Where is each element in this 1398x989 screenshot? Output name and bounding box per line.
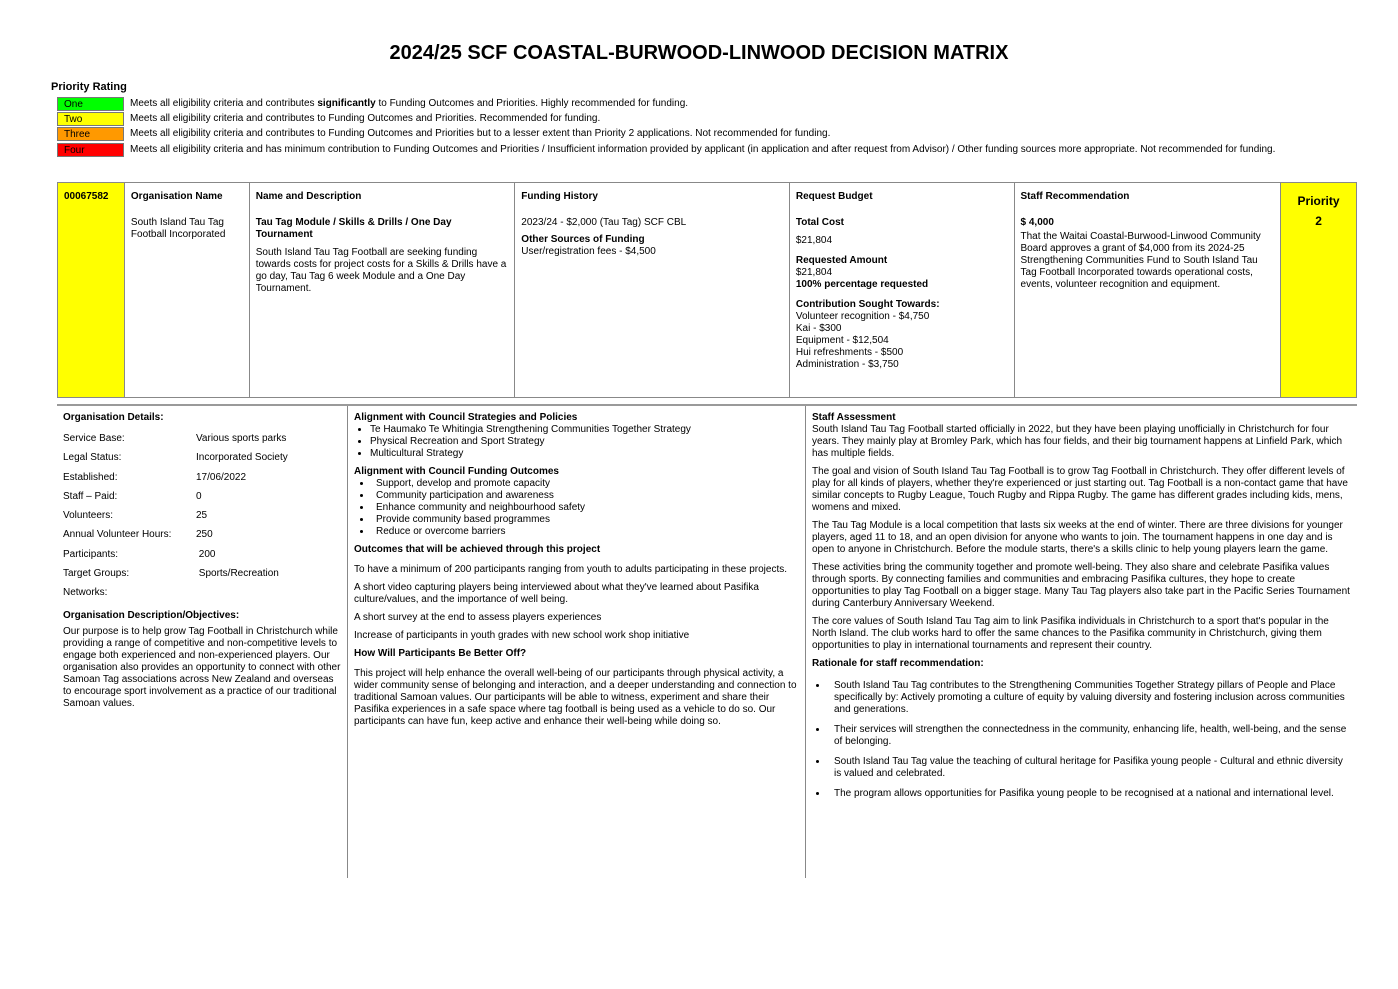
- strategies-list: [354, 424, 799, 460]
- alignment-column: [348, 406, 806, 878]
- organisation-description-header: Organisation Description/Objectives:: [63, 609, 240, 621]
- priority-desc-two: Meets all eligibility criteria and contributes to Funding Outcomes and Priorities. Recommended for funding.: [130, 113, 601, 124]
- priority-chip-three: Three: [57, 127, 124, 141]
- detail-value: Various sports parks: [196, 433, 287, 444]
- staff-assessment-header: Staff Assessment: [812, 412, 896, 423]
- priority-chip-two: Two: [57, 112, 124, 126]
- outcome-item: • Community participation and awareness: [372, 490, 799, 502]
- detail-value: 17/06/2022: [196, 471, 247, 483]
- detail-value: Incorporated Society: [196, 452, 288, 464]
- funding-history: 2023/24 - $2,000 (Tau Tag) SCF CBL: [521, 217, 687, 228]
- detail-value: Sports/Recreation: [196, 568, 279, 580]
- outcome-item: • Enhance community and neighbourhood safety: [372, 502, 799, 514]
- contribution-item: Equipment - $12,504: [795, 335, 889, 346]
- detail-row: [63, 549, 341, 568]
- strategy-item: • Multicultural Strategy: [370, 448, 799, 460]
- requested-amount-label: Requested Amount: [795, 255, 888, 266]
- organisation-name: South Island Tau Tag Football Incorporated: [130, 217, 226, 240]
- priority-cell: [1281, 183, 1356, 397]
- other-sources-header: Other Sources of Funding: [521, 234, 645, 245]
- contribution-header: Contribution Sought Towards:: [795, 299, 940, 310]
- achieved-item: To have a minimum of 200 participants ranging from youth to adults participating in these projects.: [354, 564, 788, 575]
- detail-value: 200: [196, 548, 216, 560]
- request-budget-cell: [790, 183, 1015, 397]
- detail-label: Target Groups:: [63, 568, 130, 580]
- outcomes-header: Alignment with Council Funding Outcomes: [354, 466, 559, 477]
- detail-row: [63, 452, 341, 471]
- rationale-item: • South Island Tau Tag contributes to the Strengthening Communities Together Strategy pillars of People and Place specifically by: Actively promoting a culture of equity by valuing diversity and fostering inclusion across communities and generations.: [828, 680, 1351, 716]
- rationale-header: Rationale for staff recommendation:: [812, 658, 984, 669]
- rationale-list: [812, 680, 1351, 800]
- detail-row: [63, 529, 341, 548]
- contribution-item: Hui refreshments - $500: [795, 347, 904, 358]
- better-off-header: How Will Participants Be Better Off?: [354, 648, 527, 659]
- detail-row: [63, 587, 341, 606]
- detail-label: Staff – Paid:: [63, 490, 118, 502]
- assessment-paragraph: These activities bring the community together and promote well-being. They also share and celebrate Pasifika values through sports. By connecting families and communities and embracing Pasifika cultures, they hope to create opportunities to play Tag Football on a bigger stage. Many Tau Tag players also take part in the Pacific Series Tournament during Canterbury Anniversary Weekend.: [812, 562, 1350, 609]
- priority-label: Priority: [1297, 194, 1340, 208]
- detail-row: [63, 491, 341, 510]
- detail-value: 0: [196, 490, 202, 502]
- staff-recommendation-text: That the Waitai Coastal-Burwood-Linwood Community Board approves a grant of $4,000 from its 2024-25 Strengthening Communities Fund to South Island Tau Tag Football Incorporated towards operational costs, events, volunteer recognition and equipment.: [1020, 231, 1261, 290]
- organisation-details-column: [57, 406, 348, 878]
- assessment-paragraph: The goal and vision of South Island Tau Tag Football is to grow Tag Football in Christchurch. They offer different levels of play for all kinds of players, whether they're experienced or just starting out. Tag Football is a non-contact game that have similar concepts to Rugby League, Touch Rugby and Rippa Rugby. The game has different grades including kids, mens, womens and mixed.: [812, 466, 1348, 513]
- staff-recommendation-cell: [1015, 183, 1282, 397]
- staff-recommendation-header: Staff Recommendation: [1020, 191, 1130, 202]
- funding-history-header: Funding History: [521, 191, 598, 202]
- detail-label: Volunteers:: [63, 510, 114, 522]
- contribution-item: Administration - $3,750: [795, 359, 899, 370]
- organisation-details-header: Organisation Details:: [63, 412, 164, 423]
- request-budget-header: Request Budget: [795, 191, 873, 202]
- priority-desc-four: Meets all eligibility criteria and has minimum contribution to Funding Outcomes and Priorities / Insufficient information provided by applicant (in application and after request from Advisor) / Other funding sources more appropriate. Not recommended for funding.: [130, 144, 1276, 155]
- priority-chip-four: Four: [57, 143, 124, 157]
- better-off-text: This project will help enhance the overall well-being of our participants through physical activity, a wider community sense of belonging and interaction, and a deeper understanding and connection to traditional Samoan values. Our participants will be able to witness, experiment and share their Pasifika experiences in a safe space where tag football is being used as a vehicle to do so. Our participants can have fun, keep active and enhance their well-being while doing so.: [354, 668, 797, 727]
- detail-value: 25: [196, 510, 208, 522]
- detail-label: Participants:: [63, 548, 119, 560]
- total-cost: $21,804: [795, 235, 833, 246]
- organisation-name-header: Organisation Name: [130, 191, 223, 202]
- organisation-description: Our purpose is to help grow Tag Football in Christchurch while providing a range of competitive and non-competitive levels to engage both experienced and non-experienced players. Our organisation also provides an opportunity to connect with other Samoan Tag associations across New Zealand and overseas to encourage sport involvement as a practice of our traditional Samoan values.: [63, 625, 341, 709]
- organisation-name-cell: [125, 183, 250, 397]
- outcomes-list: [354, 478, 799, 538]
- detail-label: Networks:: [63, 587, 108, 599]
- detail-value: 250: [196, 529, 213, 541]
- outcome-item: • Reduce or overcome barriers: [372, 526, 799, 538]
- page-title: 2024/25 SCF COASTAL-BURWOOD-LINWOOD DECISION MATRIX: [389, 42, 1009, 64]
- contribution-item: Kai - $300: [795, 323, 842, 334]
- application-summary-table: [57, 182, 1357, 398]
- details-section: [57, 406, 1357, 878]
- funding-history-cell: [515, 183, 790, 397]
- rationale-item: • South Island Tau Tag value the teaching of cultural heritage for Pasifika young people - Cultural and ethnic diversity is valued and celebrated.: [828, 756, 1351, 780]
- priority-rating-heading: Priority Rating: [51, 81, 127, 93]
- strategies-header: Alignment with Council Strategies and Policies: [354, 412, 578, 423]
- total-cost-label: Total Cost: [795, 217, 845, 228]
- achieved-item: A short survey at the end to assess players experiences: [354, 612, 602, 623]
- assessment-paragraph: The Tau Tag Module is a local competition that lasts six weeks at the end of winter. There are three divisions for younger players, aged 11 to 18, and an open division for anyone who wants to join. The tournament happens in one day and is open to anyone in Christchurch. Before the module starts, there's a skills clinic to help young players learn the game.: [812, 520, 1343, 555]
- project-title: Tau Tag Module / Skills & Drills / One Day Tournament: [255, 217, 452, 240]
- achieved-item: Increase of participants in youth grades with new school work shop initiative: [354, 630, 690, 641]
- name-description-cell: [250, 183, 516, 397]
- detail-row: [63, 433, 341, 452]
- outcome-item: • Support, develop and promote capacity: [372, 478, 799, 490]
- detail-row: [63, 510, 341, 529]
- application-id: 00067582: [58, 183, 125, 397]
- priority-desc-three: Meets all eligibility criteria and contributes to Funding Outcomes and Priorities but to a lesser extent than Priority 2 applications. Not recommended for funding.: [130, 128, 831, 139]
- detail-label: Established:: [63, 471, 118, 483]
- detail-row: [63, 472, 341, 491]
- other-sources: User/registration fees - $4,500: [521, 246, 656, 257]
- priority-value: 2: [1315, 214, 1322, 228]
- assessment-paragraph: The core values of South Island Tau Tag aim to link Pasifika individuals in Christchurch to a sport that's popular in the North Island. The club works hard to offer the same chances to the Pasifika community in Christchurch, giving them opportunities to play in international tournaments and represent their country.: [812, 616, 1329, 651]
- requested-amount: $21,804: [795, 267, 833, 278]
- staff-assessment-column: [806, 406, 1357, 878]
- priority-desc-one: Meets all eligibility criteria and contributes significantly to Funding Outcomes and Priorities. Highly recommended for funding.: [130, 98, 689, 109]
- outcome-item: • Provide community based programmes: [372, 514, 799, 526]
- staff-recommendation-amount: $ 4,000: [1020, 217, 1054, 228]
- project-description: South Island Tau Tag Football are seeking funding towards costs for project costs for a Skills & Drills have a go day, Tau Tag 6 week Module and a One Day Tournament.: [255, 247, 507, 294]
- priority-chip-one: One: [57, 97, 124, 111]
- strategy-item: • Te Haumako Te Whitingia Strengthening Communities Together Strategy: [370, 424, 799, 436]
- name-description-header: Name and Description: [255, 191, 362, 202]
- achieved-header: Outcomes that will be achieved through this project: [354, 544, 601, 555]
- detail-label: Legal Status:: [63, 452, 122, 464]
- strategy-item: • Physical Recreation and Sport Strategy: [370, 436, 799, 448]
- achieved-item: A short video capturing players being interviewed about what they've learned about Pasifika culture/values, and the importance of well being.: [354, 582, 759, 605]
- assessment-paragraph: South Island Tau Tag Football started officially in 2022, but they have been playing unofficially in Christchurch for four years. They mainly play at Bromley Park, which has four fields, and their big tournament happens at Linfield Park, which has multiple fields.: [812, 424, 1343, 459]
- percentage-requested: 100% percentage requested: [795, 279, 929, 290]
- rationale-item: • The program allows opportunities for Pasifika young people to be recognised at a national and international level.: [828, 788, 1351, 800]
- contribution-item: Volunteer recognition - $4,750: [795, 311, 930, 322]
- detail-label: Service Base:: [63, 433, 125, 444]
- rationale-item: • Their services will strengthen the connectedness in the community, enhancing life, health, well-being, and the sense of belonging.: [828, 724, 1351, 748]
- detail-row: [63, 568, 341, 587]
- detail-label: Annual Volunteer Hours:: [63, 529, 172, 541]
